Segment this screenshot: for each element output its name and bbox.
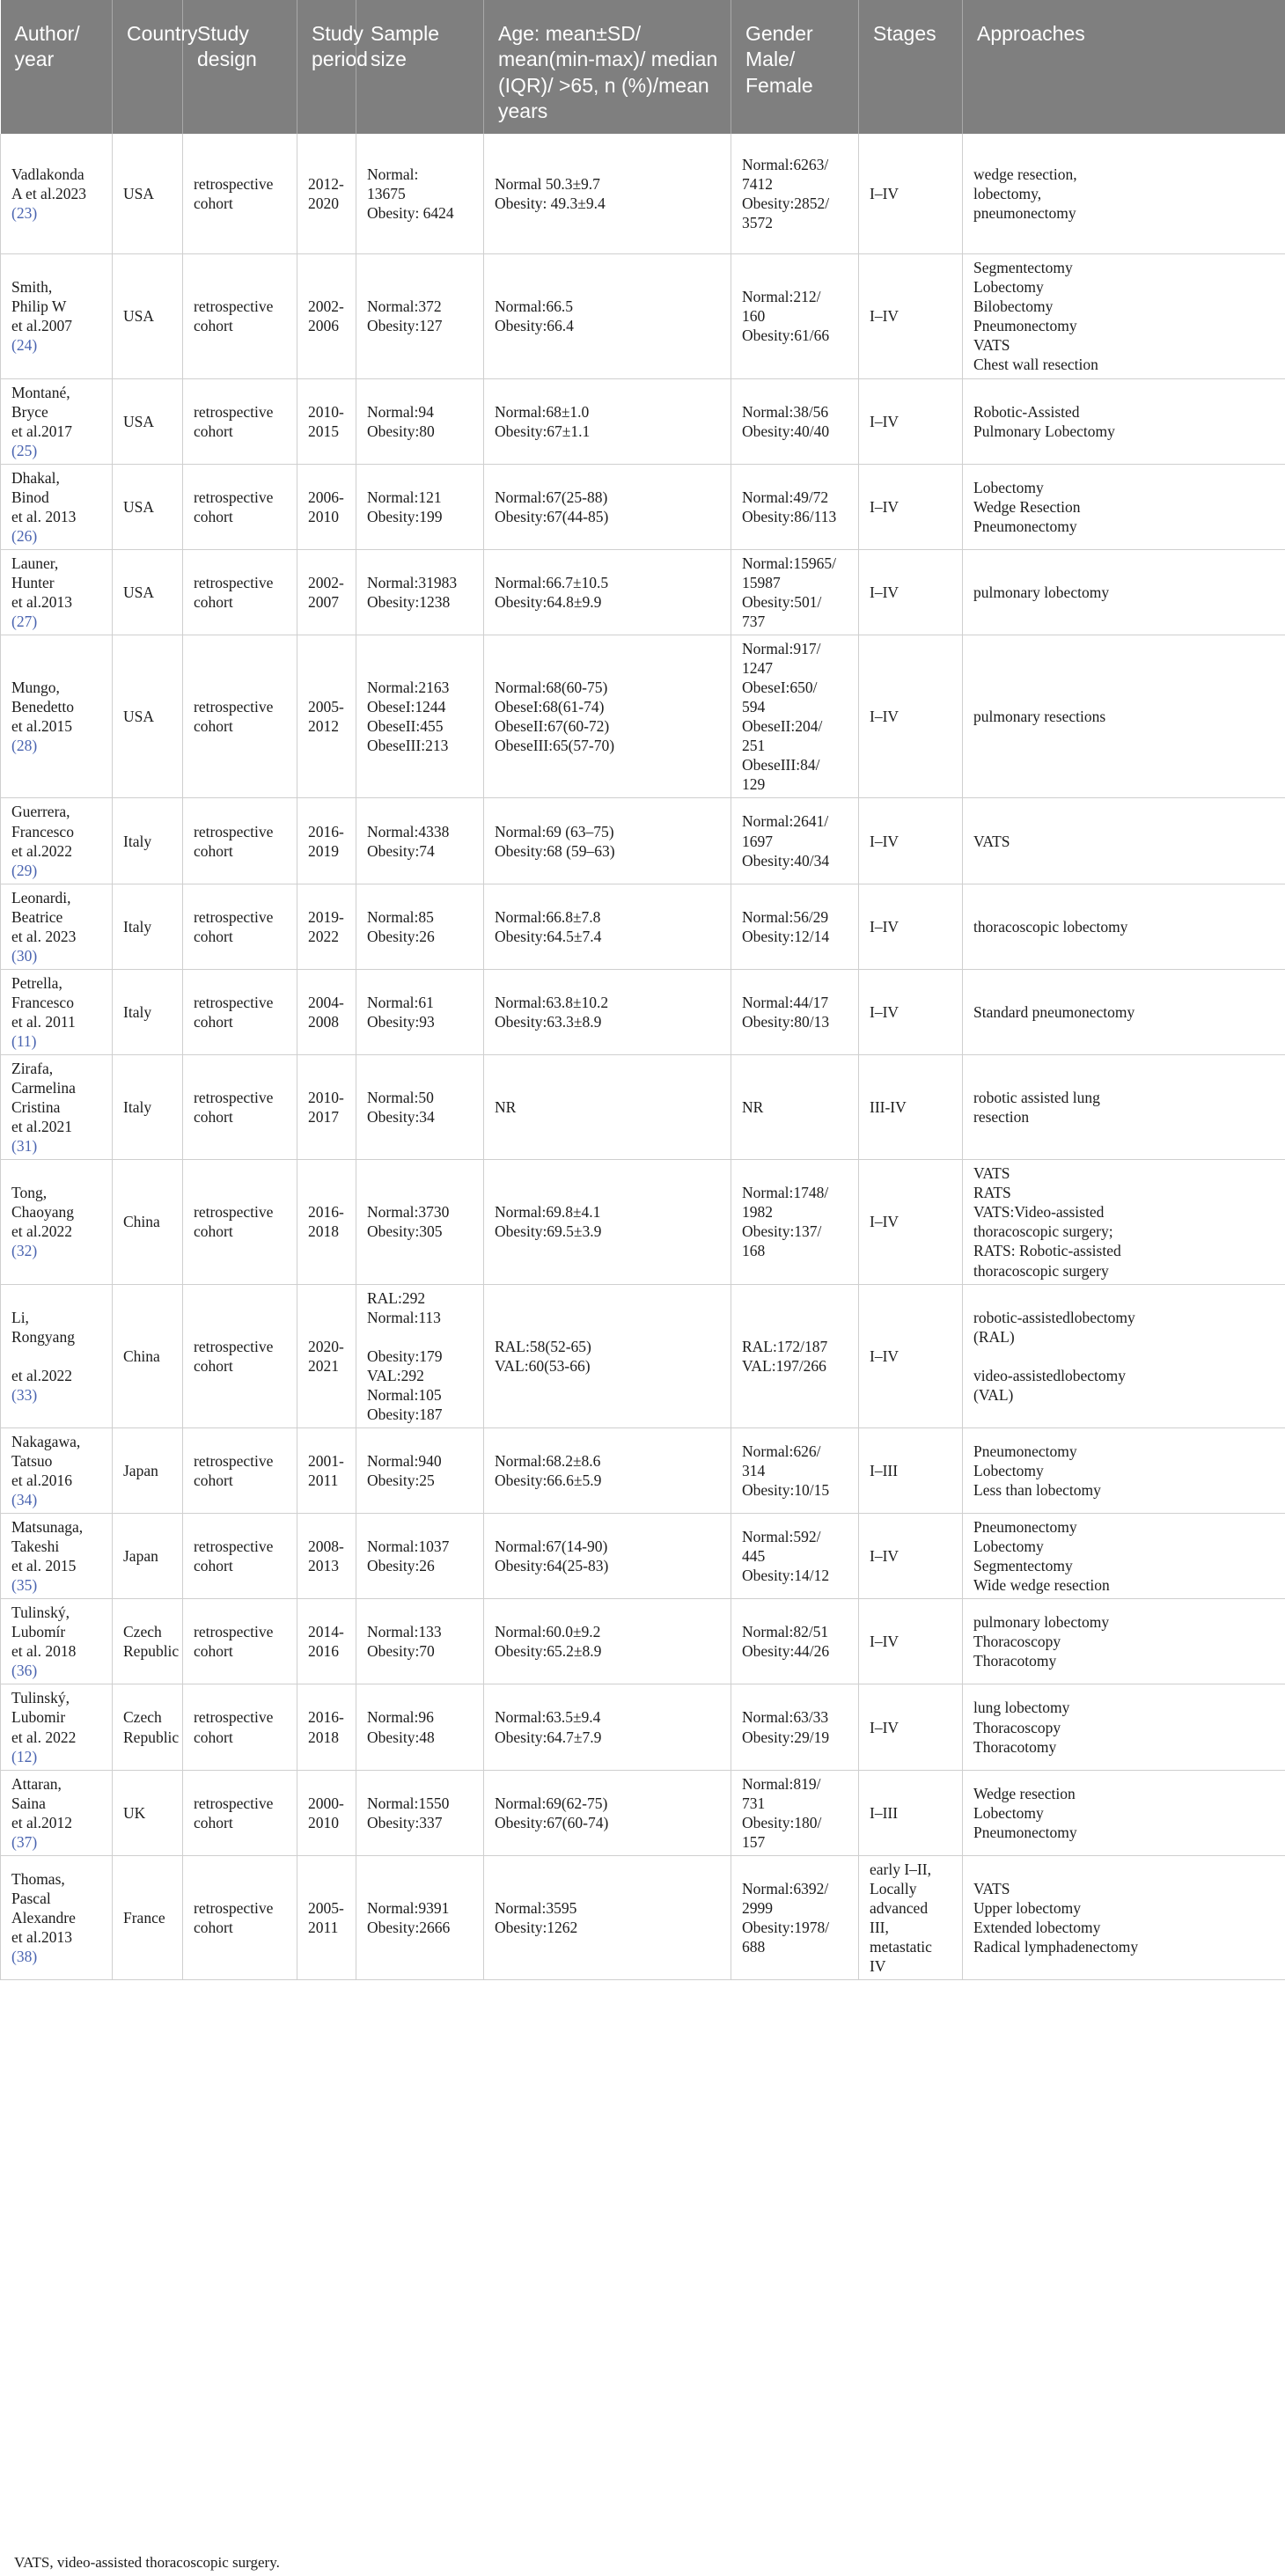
country-cell: USA bbox=[113, 254, 183, 378]
age-cell: Normal:68±1.0 Obesity:67±1.1 bbox=[484, 378, 731, 464]
period-cell: 2002- 2006 bbox=[297, 254, 356, 378]
age-cell: Normal:66.7±10.5 Obesity:64.8±9.9 bbox=[484, 549, 731, 635]
author-cell bbox=[1, 1055, 113, 1160]
design-cell: retrospective cohort bbox=[183, 1160, 297, 1284]
table-row bbox=[1, 1284, 1285, 1427]
design-cell: retrospective cohort bbox=[183, 1855, 297, 1979]
period-cell: 2016- 2019 bbox=[297, 798, 356, 884]
author-cell bbox=[1, 1514, 113, 1599]
period-cell: 2005- 2012 bbox=[297, 635, 356, 798]
stages-cell: I–IV bbox=[859, 969, 963, 1054]
country-cell: Czech Republic bbox=[113, 1684, 183, 1770]
reference-link[interactable]: (32) bbox=[11, 1242, 38, 1260]
country-cell: China bbox=[113, 1284, 183, 1427]
table-row bbox=[1, 378, 1285, 464]
header-study-design: Study design bbox=[183, 0, 297, 134]
table-row bbox=[1, 884, 1285, 969]
table-row bbox=[1, 635, 1285, 798]
country-cell: USA bbox=[113, 635, 183, 798]
age-cell: Normal:68.2±8.6 Obesity:66.6±5.9 bbox=[484, 1427, 731, 1513]
approaches-cell: Standard pneumonectomy bbox=[963, 969, 1285, 1054]
author-name: Leonardi, Beatrice et al. 2023 bbox=[11, 888, 77, 945]
sample-size-cell: Normal:96 Obesity:48 bbox=[356, 1684, 484, 1770]
age-cell: Normal:66.8±7.8 Obesity:64.5±7.4 bbox=[484, 884, 731, 969]
stages-cell: I–IV bbox=[859, 1599, 963, 1684]
author-cell bbox=[1, 1160, 113, 1284]
design-cell: retrospective cohort bbox=[183, 1770, 297, 1855]
design-cell: retrospective cohort bbox=[183, 1055, 297, 1160]
stages-cell: I–IV bbox=[859, 798, 963, 884]
author-name: Smith, Philip W et al.2007 bbox=[11, 278, 73, 335]
age-cell: NR bbox=[484, 1055, 731, 1160]
author-cell bbox=[1, 134, 113, 254]
age-cell: Normal:63.5±9.4 Obesity:64.7±7.9 bbox=[484, 1684, 731, 1770]
design-cell: retrospective cohort bbox=[183, 464, 297, 549]
country-cell: Italy bbox=[113, 884, 183, 969]
sample-size-cell: Normal:4338 Obesity:74 bbox=[356, 798, 484, 884]
sample-size-cell: Normal:9391 Obesity:2666 bbox=[356, 1855, 484, 1979]
sample-size-cell: Normal:50 Obesity:34 bbox=[356, 1055, 484, 1160]
author-name: Montané, Bryce et al.2017 bbox=[11, 383, 73, 440]
author-name: Tong, Chaoyang et al.2022 bbox=[11, 1184, 74, 1241]
age-cell: Normal:67(14-90) Obesity:64(25-83) bbox=[484, 1514, 731, 1599]
author-name: Tulinský, Lubomír et al. 2018 bbox=[11, 1604, 77, 1661]
header-age: Age: mean±SD/ mean(min-max)/ median (IQR)/ >65, n (%)/mean years bbox=[484, 0, 731, 134]
reference-link[interactable]: (37) bbox=[11, 1832, 38, 1851]
design-cell: retrospective cohort bbox=[183, 635, 297, 798]
reference-link[interactable]: (27) bbox=[11, 613, 38, 631]
author-name: Li, Rongyang et al.2022 bbox=[11, 1308, 75, 1384]
header-gender: Gender Male/ Female bbox=[731, 0, 859, 134]
table-row bbox=[1, 549, 1285, 635]
age-cell: Normal:67(25-88) Obesity:67(44-85) bbox=[484, 464, 731, 549]
table-row bbox=[1, 1514, 1285, 1599]
reference-link[interactable]: (23) bbox=[11, 204, 38, 223]
stages-cell: I–IV bbox=[859, 254, 963, 378]
author-cell bbox=[1, 1770, 113, 1855]
sample-size-cell: Normal:121 Obesity:199 bbox=[356, 464, 484, 549]
author-cell bbox=[1, 1427, 113, 1513]
design-cell: retrospective cohort bbox=[183, 1284, 297, 1427]
period-cell: 2012- 2020 bbox=[297, 134, 356, 254]
period-cell: 2010- 2017 bbox=[297, 1055, 356, 1160]
table-row bbox=[1, 1427, 1285, 1513]
table-footnote: VATS, video-assisted thoracoscopic surgery. bbox=[14, 2554, 280, 2571]
approaches-cell: Robotic-Assisted Pulmonary Lobectomy bbox=[963, 378, 1285, 464]
table-row bbox=[1, 1684, 1285, 1770]
approaches-cell: VATS RATS VATS:Video-assisted thoracoscopic surgery; RATS: Robotic-assisted thoracoscopic surgery bbox=[963, 1160, 1285, 1284]
gender-cell: RAL:172/187 VAL:197/266 bbox=[731, 1284, 859, 1427]
country-cell: USA bbox=[113, 464, 183, 549]
stages-cell: I–IV bbox=[859, 134, 963, 254]
stages-cell: I–IV bbox=[859, 1160, 963, 1284]
approaches-cell: Pneumonectomy Lobectomy Less than lobectomy bbox=[963, 1427, 1285, 1513]
author-name: Zirafa, Carmelina Cristina et al.2021 bbox=[11, 1060, 76, 1136]
sample-size-cell: Normal:61 Obesity:93 bbox=[356, 969, 484, 1054]
gender-cell: Normal:49/72 Obesity:86/113 bbox=[731, 464, 859, 549]
period-cell: 2000- 2010 bbox=[297, 1770, 356, 1855]
sample-size-cell: Normal:2163 ObeseI:1244 ObeseII:455 ObeseIII:213 bbox=[356, 635, 484, 798]
stages-cell: I–III bbox=[859, 1770, 963, 1855]
gender-cell: Normal:212/ 160 Obesity:61/66 bbox=[731, 254, 859, 378]
stages-cell: early I–II, Locally advanced III, metastatic IV bbox=[859, 1855, 963, 1979]
author-name: Petrella, Francesco et al. 2011 bbox=[11, 973, 76, 1031]
header-sample-size: Sample size bbox=[356, 0, 484, 134]
table-row bbox=[1, 1599, 1285, 1684]
age-cell: Normal:68(60-75) ObeseI:68(61-74) ObeseII:67(60-72) ObeseIII:65(57-70) bbox=[484, 635, 731, 798]
sample-size-cell: Normal:940 Obesity:25 bbox=[356, 1427, 484, 1513]
approaches-cell: lung lobectomy Thoracoscopy Thoracotomy bbox=[963, 1684, 1285, 1770]
gender-cell: Normal:15965/ 15987 Obesity:501/ 737 bbox=[731, 549, 859, 635]
sample-size-cell: Normal:1550 Obesity:337 bbox=[356, 1770, 484, 1855]
sample-size-cell: Normal:1037 Obesity:26 bbox=[356, 1514, 484, 1599]
approaches-cell: Lobectomy Wedge Resection Pneumonectomy bbox=[963, 464, 1285, 549]
design-cell: retrospective cohort bbox=[183, 969, 297, 1054]
design-cell: retrospective cohort bbox=[183, 1684, 297, 1770]
period-cell: 2016- 2018 bbox=[297, 1160, 356, 1284]
author-cell bbox=[1, 549, 113, 635]
header-author-year: Author/ year bbox=[1, 0, 113, 134]
gender-cell: Normal:1748/ 1982 Obesity:137/ 168 bbox=[731, 1160, 859, 1284]
country-cell: USA bbox=[113, 549, 183, 635]
period-cell: 2008- 2013 bbox=[297, 1514, 356, 1599]
reference-link[interactable]: (29) bbox=[11, 861, 38, 879]
sample-size-cell: RAL:292 Normal:113 Obesity:179 VAL:292 Normal:105 Obesity:187 bbox=[356, 1284, 484, 1427]
design-cell: retrospective cohort bbox=[183, 134, 297, 254]
approaches-cell: Pneumonectomy Lobectomy Segmentectomy Wide wedge resection bbox=[963, 1514, 1285, 1599]
country-cell: France bbox=[113, 1855, 183, 1979]
reference-link[interactable]: (36) bbox=[11, 1662, 38, 1680]
sample-size-cell: Normal:85 Obesity:26 bbox=[356, 884, 484, 969]
period-cell: 2010- 2015 bbox=[297, 378, 356, 464]
sample-size-cell: Normal:133 Obesity:70 bbox=[356, 1599, 484, 1684]
table-row bbox=[1, 1160, 1285, 1284]
gender-cell: Normal:6263/ 7412 Obesity:2852/ 3572 bbox=[731, 134, 859, 254]
author-name: Vadlakonda A et al.2023 bbox=[11, 165, 87, 202]
country-cell: Japan bbox=[113, 1427, 183, 1513]
age-cell: Normal 50.3±9.7 Obesity: 49.3±9.4 bbox=[484, 134, 731, 254]
period-cell: 2020- 2021 bbox=[297, 1284, 356, 1427]
header-study-period: Study period bbox=[297, 0, 356, 134]
country-cell: UK bbox=[113, 1770, 183, 1855]
stages-cell: I–IV bbox=[859, 1514, 963, 1599]
country-cell: Italy bbox=[113, 798, 183, 884]
stages-cell: I–III bbox=[859, 1427, 963, 1513]
table-row bbox=[1, 254, 1285, 378]
design-cell: retrospective cohort bbox=[183, 378, 297, 464]
approaches-cell: pulmonary resections bbox=[963, 635, 1285, 798]
country-cell: USA bbox=[113, 134, 183, 254]
stages-cell: I–IV bbox=[859, 1284, 963, 1427]
gender-cell: Normal:56/29 Obesity:12/14 bbox=[731, 884, 859, 969]
reference-link[interactable]: (33) bbox=[11, 1385, 38, 1404]
author-cell bbox=[1, 798, 113, 884]
country-cell: USA bbox=[113, 378, 183, 464]
approaches-cell: pulmonary lobectomy bbox=[963, 549, 1285, 635]
header-country: Country bbox=[113, 0, 183, 134]
reference-link[interactable]: (11) bbox=[11, 1031, 37, 1050]
stages-cell: I–IV bbox=[859, 549, 963, 635]
stages-cell: I–IV bbox=[859, 1684, 963, 1770]
author-cell bbox=[1, 254, 113, 378]
reference-link[interactable]: (28) bbox=[11, 737, 38, 755]
design-cell: retrospective cohort bbox=[183, 1427, 297, 1513]
period-cell: 2004- 2008 bbox=[297, 969, 356, 1054]
sample-size-cell: Normal:94 Obesity:80 bbox=[356, 378, 484, 464]
gender-cell: Normal:819/ 731 Obesity:180/ 157 bbox=[731, 1770, 859, 1855]
author-cell bbox=[1, 635, 113, 798]
design-cell: retrospective cohort bbox=[183, 1514, 297, 1599]
age-cell: Normal:63.8±10.2 Obesity:63.3±8.9 bbox=[484, 969, 731, 1054]
stages-cell: I–IV bbox=[859, 884, 963, 969]
reference-link[interactable]: (30) bbox=[11, 946, 38, 965]
age-cell: Normal:66.5 Obesity:66.4 bbox=[484, 254, 731, 378]
gender-cell: Normal:6392/ 2999 Obesity:1978/ 688 bbox=[731, 1855, 859, 1979]
country-cell: China bbox=[113, 1160, 183, 1284]
design-cell: retrospective cohort bbox=[183, 1599, 297, 1684]
gender-cell: Normal:917/ 1247 ObeseI:650/ 594 ObeseII:204/ 251 ObeseIII:84/ 129 bbox=[731, 635, 859, 798]
gender-cell: Normal:38/56 Obesity:40/40 bbox=[731, 378, 859, 464]
author-cell bbox=[1, 1684, 113, 1770]
period-cell: 2001- 2011 bbox=[297, 1427, 356, 1513]
approaches-cell: VATS bbox=[963, 798, 1285, 884]
period-cell: 2002- 2007 bbox=[297, 549, 356, 635]
table-row bbox=[1, 1055, 1285, 1160]
gender-cell: NR bbox=[731, 1055, 859, 1160]
approaches-cell: Segmentectomy Lobectomy Bilobectomy Pneumonectomy VATS Chest wall resection bbox=[963, 254, 1285, 378]
gender-cell: Normal:626/ 314 Obesity:10/15 bbox=[731, 1427, 859, 1513]
table-row bbox=[1, 798, 1285, 884]
stages-cell: I–IV bbox=[859, 635, 963, 798]
age-cell: RAL:58(52-65) VAL:60(53-66) bbox=[484, 1284, 731, 1427]
approaches-cell: wedge resection, lobectomy, pneumonectomy bbox=[963, 134, 1285, 254]
age-cell: Normal:69.8±4.1 Obesity:69.5±3.9 bbox=[484, 1160, 731, 1284]
period-cell: 2019- 2022 bbox=[297, 884, 356, 969]
author-name: Tulinský, Lubomir et al. 2022 bbox=[11, 1689, 77, 1746]
reference-link[interactable]: (35) bbox=[11, 1576, 38, 1595]
age-cell: Normal:60.0±9.2 Obesity:65.2±8.9 bbox=[484, 1599, 731, 1684]
author-cell bbox=[1, 1855, 113, 1979]
gender-cell: Normal:44/17 Obesity:80/13 bbox=[731, 969, 859, 1054]
approaches-cell: VATS Upper lobectomy Extended lobectomy Radical lymphadenectomy bbox=[963, 1855, 1285, 1979]
country-cell: Italy bbox=[113, 1055, 183, 1160]
table-row bbox=[1, 969, 1285, 1054]
gender-cell: Normal:63/33 Obesity:29/19 bbox=[731, 1684, 859, 1770]
author-name: Guerrera, Francesco et al.2022 bbox=[11, 803, 74, 860]
approaches-cell: robotic-assistedlobectomy (RAL) video-assistedlobectomy (VAL) bbox=[963, 1284, 1285, 1427]
stages-cell: III-IV bbox=[859, 1055, 963, 1160]
reference-link[interactable]: (38) bbox=[11, 1948, 38, 1966]
reference-link[interactable]: (12) bbox=[11, 1747, 38, 1765]
author-name: Matsunaga, Takeshi et al. 2015 bbox=[11, 1518, 84, 1575]
author-name: Dhakal, Binod et al. 2013 bbox=[11, 468, 77, 525]
sample-size-cell: Normal:372 Obesity:127 bbox=[356, 254, 484, 378]
age-cell: Normal:69(62-75) Obesity:67(60-74) bbox=[484, 1770, 731, 1855]
stages-cell: I–IV bbox=[859, 378, 963, 464]
sample-size-cell: Normal:31983 Obesity:1238 bbox=[356, 549, 484, 635]
author-cell bbox=[1, 464, 113, 549]
author-name: Mungo, Benedetto et al.2015 bbox=[11, 679, 74, 736]
sample-size-cell: Normal: 13675 Obesity: 6424 bbox=[356, 134, 484, 254]
approaches-cell: robotic assisted lung resection bbox=[963, 1055, 1285, 1160]
design-cell: retrospective cohort bbox=[183, 549, 297, 635]
gender-cell: Normal:2641/ 1697 Obesity:40/34 bbox=[731, 798, 859, 884]
period-cell: 2016- 2018 bbox=[297, 1684, 356, 1770]
age-cell: Normal:69 (63–75) Obesity:68 (59–63) bbox=[484, 798, 731, 884]
author-cell bbox=[1, 378, 113, 464]
author-name: Attaran, Saina et al.2012 bbox=[11, 1774, 73, 1831]
author-name: Thomas, Pascal Alexandre et al.2013 bbox=[11, 1869, 76, 1946]
approaches-cell: pulmonary lobectomy Thoracoscopy Thoracotomy bbox=[963, 1599, 1285, 1684]
header-row bbox=[1, 0, 1285, 134]
table-row bbox=[1, 134, 1285, 254]
approaches-cell: thoracoscopic lobectomy bbox=[963, 884, 1285, 969]
reference-link[interactable]: (31) bbox=[11, 1137, 38, 1156]
stages-cell: I–IV bbox=[859, 464, 963, 549]
gender-cell: Normal:82/51 Obesity:44/26 bbox=[731, 1599, 859, 1684]
table-row bbox=[1, 464, 1285, 549]
approaches-cell: Wedge resection Lobectomy Pneumonectomy bbox=[963, 1770, 1285, 1855]
country-cell: Czech Republic bbox=[113, 1599, 183, 1684]
header-approaches: Approaches bbox=[963, 0, 1285, 134]
country-cell: Italy bbox=[113, 969, 183, 1054]
reference-link[interactable]: (34) bbox=[11, 1491, 38, 1509]
table-row bbox=[1, 1770, 1285, 1855]
author-cell bbox=[1, 1284, 113, 1427]
country-cell: Japan bbox=[113, 1514, 183, 1599]
sample-size-cell: Normal:3730 Obesity:305 bbox=[356, 1160, 484, 1284]
gender-cell: Normal:592/ 445 Obesity:14/12 bbox=[731, 1514, 859, 1599]
design-cell: retrospective cohort bbox=[183, 254, 297, 378]
header-stages: Stages bbox=[859, 0, 963, 134]
author-cell bbox=[1, 969, 113, 1054]
age-cell: Normal:3595 Obesity:1262 bbox=[484, 1855, 731, 1979]
design-cell: retrospective cohort bbox=[183, 798, 297, 884]
period-cell: 2006- 2010 bbox=[297, 464, 356, 549]
period-cell: 2005- 2011 bbox=[297, 1855, 356, 1979]
author-cell bbox=[1, 1599, 113, 1684]
period-cell: 2014- 2016 bbox=[297, 1599, 356, 1684]
design-cell: retrospective cohort bbox=[183, 884, 297, 969]
author-name: Nakagawa, Tatsuo et al.2016 bbox=[11, 1432, 81, 1489]
author-cell bbox=[1, 884, 113, 969]
author-name: Launer, Hunter et al.2013 bbox=[11, 554, 73, 611]
reference-link[interactable]: (25) bbox=[11, 441, 38, 459]
table-row bbox=[1, 1855, 1285, 1979]
reference-link[interactable]: (24) bbox=[11, 336, 38, 355]
reference-link[interactable]: (26) bbox=[11, 526, 38, 545]
